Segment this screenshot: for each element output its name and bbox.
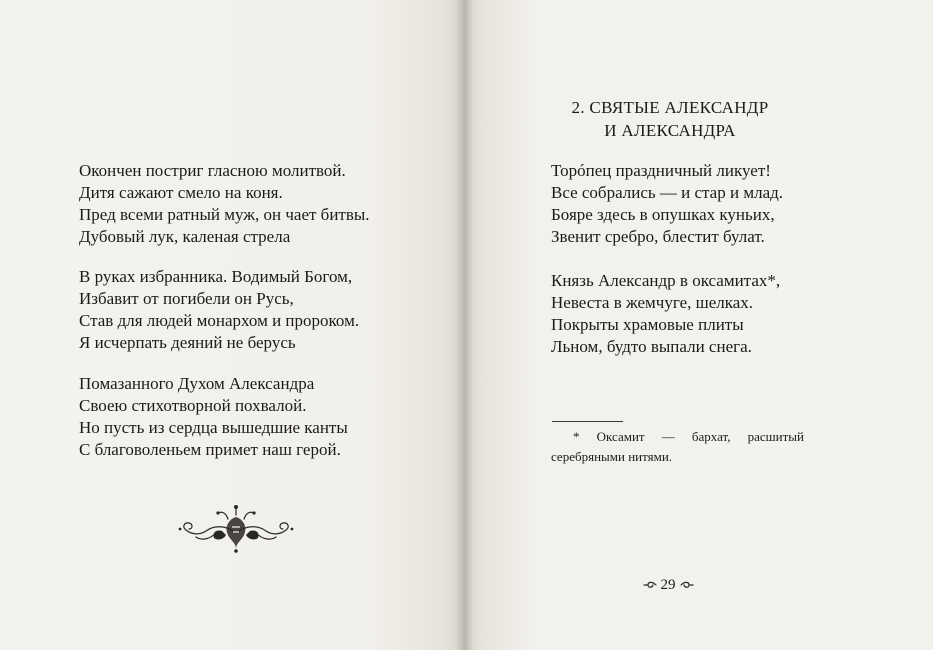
chapter-heading-line-2: И АЛЕКСАНДРА — [604, 121, 736, 140]
verse-line: Я исчерпать деяний не берусь — [79, 333, 296, 352]
verse-line: Дубовый лук, каленая стрела — [79, 227, 291, 246]
verse-line: С благоволеньем примет наш герой. — [79, 440, 341, 459]
floral-vignette-icon — [176, 503, 296, 555]
verse-line: В руках избранника. Водимый Богом, — [79, 267, 353, 286]
verse-line: Дитя сажают смело на коня. — [79, 183, 283, 202]
verse-line: Избавит от погибели он Русь, — [79, 289, 294, 308]
chapter-heading-line-1: 2. СВЯТЫЕ АЛЕКСАНДР — [571, 98, 769, 117]
verse-line: Своею стихотворной похвалой. — [79, 396, 307, 415]
left-stanza-2 — [79, 266, 359, 354]
verse-line: Покрыты храмовые плиты — [551, 315, 744, 334]
verse-line: Помазанного Духом Александра — [79, 374, 315, 393]
flourish-icon — [680, 580, 694, 590]
right-stanza-2 — [551, 270, 780, 358]
right-stanza-1 — [551, 160, 783, 248]
verse-line: Но пусть из сердца вышедшие канты — [79, 418, 348, 437]
verse-line: Став для людей монархом и пророком. — [79, 311, 360, 330]
verse-line: Звенит сребро, блестит булат. — [551, 227, 765, 246]
verse-line: Льном, будто выпали снега. — [551, 337, 752, 356]
verse-line: Невеста в жемчуге, шелках. — [551, 293, 754, 312]
page-number: 29 — [660, 577, 676, 593]
left-stanza-3 — [79, 373, 348, 461]
footnote: * Оксамит — бархат, расшитый серебряными нитями. — [551, 429, 804, 464]
verse-line: Пред всеми ратный муж, он чает битвы. — [79, 205, 370, 224]
page-number-block — [636, 576, 700, 594]
left-stanza-1 — [79, 160, 370, 248]
verse-line: Князь Александр в оксамитах*, — [551, 271, 781, 290]
footnote-divider — [552, 421, 623, 422]
verse-line: Торóпец праздничный ликует! — [551, 161, 771, 180]
chapter-heading — [520, 96, 820, 142]
verse-line: Все собрались — и стар и млад. — [551, 183, 784, 202]
verse-line: Бояре здесь в опушках куньих, — [551, 205, 775, 224]
book-gutter — [455, 0, 473, 650]
flourish-icon — [643, 580, 657, 590]
verse-line: Окончен постриг гласною молитвой. — [79, 161, 346, 180]
